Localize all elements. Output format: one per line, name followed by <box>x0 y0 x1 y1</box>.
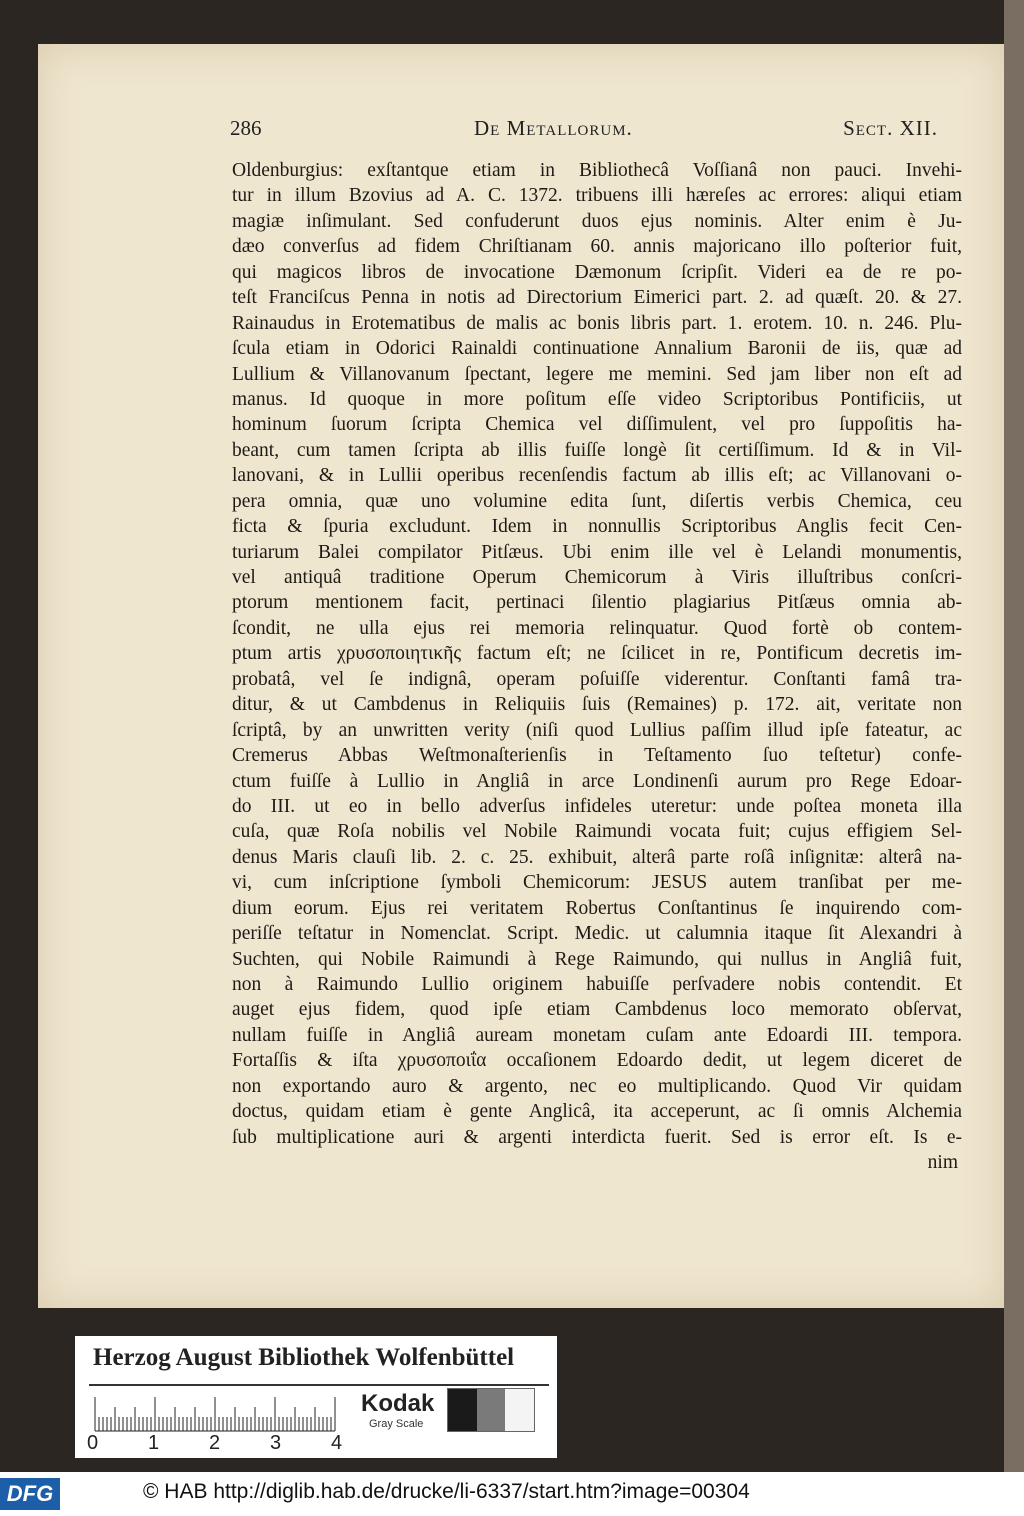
text-line: Fortaſſis & iſta χρυσοποιΐα occaſionem Edoardo dedit, ut legem diceret de <box>232 1050 962 1072</box>
footer-bar <box>0 1472 1024 1516</box>
text-line: ptum artis χρυσοποιητικῆς factum eſt; ne ſcilicet in re, Pontificum decretis im- <box>232 643 962 665</box>
text-line: ctum fuiſſe à Lullio in Angliâ in arce Londinenſi aurum pro Rege Edoar- <box>232 770 962 792</box>
text-line: ſub multiplicatione auri & argenti interdicta fuerit. Sed is error eſt. Is e- <box>232 1126 962 1148</box>
ruler-scale <box>93 1391 345 1433</box>
ruler-number: 3 <box>270 1432 282 1454</box>
text-line: Cremerus Abbas Weſtmonaſterienſis in Teſtamento ſuo teſtetur) confe- <box>232 745 962 767</box>
dfg-logo: DFG <box>0 1478 60 1510</box>
text-line: magiæ inſimulant. Sed confuderunt duos ejus nominis. Alter enim è Ju- <box>232 210 962 232</box>
text-line: ſcula etiam in Odorici Rainaldi continuatione Annalium Baronii de iis, quæ ad <box>232 338 962 360</box>
text-line: qui magicos libros de invocatione Dæmonum ſcripſit. Videri ea de re po- <box>232 261 962 283</box>
text-line: hominum ſuorum ſcripta Chemica vel diſſimulent, vel pro ſuppoſitis ha- <box>232 414 962 436</box>
text-line: probatâ, vel ſe indignâ, operam poſuiſſe viderentur. Conſtanti famâ tra- <box>232 668 962 690</box>
text-line: Rainaudus in Erotematibus de malis ac bonis libris part. 1. erotem. 10. n. 246. Plu- <box>232 312 962 334</box>
text-line: Suchten, qui Nobile Raimundi à Rege Raimundo, qui nullus in Angliâ fuit, <box>232 948 962 970</box>
ruler-number: 1 <box>148 1432 160 1454</box>
text-line: ficta & ſpuria excludunt. Idem in nonnullis Scriptoribus Anglis fecit Cen- <box>232 516 962 538</box>
text-line: vi, cum inſcriptione ſymboli Chemicorum: JESUS autem tranſibat per me- <box>232 872 962 894</box>
text-line: denus Maris clauſi lib. 2. c. 25. exhibuit, alterâ parte roſâ inſignitæ: alterâ na- <box>232 846 962 868</box>
gray-scale-label: Gray Scale <box>369 1418 424 1430</box>
text-line: non exportando auro & argento, nec eo multiplicando. Quod Vir quidam <box>232 1075 962 1097</box>
gray-swatch <box>505 1389 534 1431</box>
text-line: ditur, & ut Cambdenus in Reliquiis ſuis (Remaines) p. 172. ait, veritate non <box>232 694 962 716</box>
ruler-number: 4 <box>331 1432 343 1454</box>
library-name: Herzog August Bibliothek Wolfenbüttel <box>93 1344 515 1371</box>
text-line: dæo converſus ad fidem Chriſtianam 60. annis majoricano illo poſterior fuit, <box>232 236 962 258</box>
color-target-card <box>75 1336 557 1458</box>
text-line: teſt Franciſcus Penna in notis ad Directorium Eimerici part. 2. ad quæſt. 20. & 27. <box>232 287 962 309</box>
text-line: cuſa, quæ Roſa nobilis vel Nobile Raimundi vocata fuit; cujus effigiem Sel- <box>232 821 962 843</box>
text-line: non à Raimundo Lullio originem habuiſſe perſvadere nobis contendit. Et <box>232 974 962 995</box>
text-line: Lullium & Villanovanum ſpectant, legere me memini. Sed jam liber non eſt ad <box>232 363 962 385</box>
text-line: auget ejus fidem, quod ipſe etiam Cambdenus loco memorato obſervat, <box>232 999 962 1021</box>
text-line: Oldenburgius: exſtantque etiam in Bibliothecâ Voſſianâ non pauci. Invehi- <box>232 160 962 181</box>
text-line: nim <box>927 1152 958 1174</box>
source-link[interactable]: © HAB http://diglib.hab.de/drucke/li-6337/start.htm?image=00304 <box>143 1480 750 1503</box>
text-line: turiarum Balei compilator Pitſæus. Ubi enim ille vel è Lelandi monumentis, <box>232 541 962 563</box>
text-line: dium eorum. Ejus rei veritatem Robertus Conſtantinus ſe inquirendo com- <box>232 897 962 919</box>
text-line: lanovani, & in Lullii operibus recenſendis factum ab illis eſt; ac Villanovani o- <box>232 465 962 487</box>
text-line: tur in illum Bzovius ad A. C. 1372. tribuens illi hæreſes ac errores: aliqui etiam <box>232 185 962 207</box>
text-line: nullam fuiſſe in Angliâ auream monetam cuſam ante Edoardi III. tempora. <box>232 1024 962 1046</box>
text-line: periſſe teſtatur in Nomenclat. Script. Medic. ut calumnia itaque ſit Alexandri à <box>232 923 962 945</box>
section-label: Sect. XII. <box>843 116 938 140</box>
text-line: ſcondit, ne ulla ejus rei memoria relinquatur. Quod fortè ob contem- <box>232 617 962 639</box>
text-line: pera omnia, quæ uno volumine edita ſunt, diſertis verbis Chemica, ceu <box>232 490 962 512</box>
ruler-number: 0 <box>87 1432 99 1454</box>
body-text <box>232 158 962 1176</box>
gray-scale-swatches <box>447 1388 535 1432</box>
gray-swatch <box>448 1389 477 1431</box>
text-line: manus. Id quoque in more poſitum eſſe video Scriptoribus Pontificiis, ut <box>232 388 962 410</box>
ruler-number: 2 <box>209 1432 221 1454</box>
text-line: ptorum mentionem facit, pertinaci ſilentio plagiarius Pitſæus omnia ab- <box>232 592 962 614</box>
text-line: vel antiquâ traditione Operum Chemicorum à Viris illuſtribus conſcri- <box>232 567 962 588</box>
text-line: doctus, quidam etiam è gente Anglicâ, ita acceperunt, ac ſi omnis Alchemia <box>232 1101 962 1123</box>
ruler-numbers <box>87 1432 347 1456</box>
page-number: 286 <box>230 116 262 140</box>
gray-swatch <box>477 1389 506 1431</box>
running-title: De Metallorum. <box>474 116 633 140</box>
text-line: ſcriptâ, by an unwritten verity (niſi quod Lullius paſſim illud ipſe fateatur, ac <box>232 719 962 741</box>
adjacent-page-edge <box>1004 0 1024 1472</box>
divider <box>89 1384 549 1386</box>
text-line: beant, cum tamen ſcripta ab illis fuiſſe longè ſit certiſſimum. Id & in Vil- <box>232 439 962 461</box>
text-line: do III. ut eo in bello adverſus infideles uteretur: unde poſtea moneta illa <box>232 795 962 817</box>
kodak-logo: Kodak <box>361 1390 435 1417</box>
page-header <box>230 116 960 146</box>
